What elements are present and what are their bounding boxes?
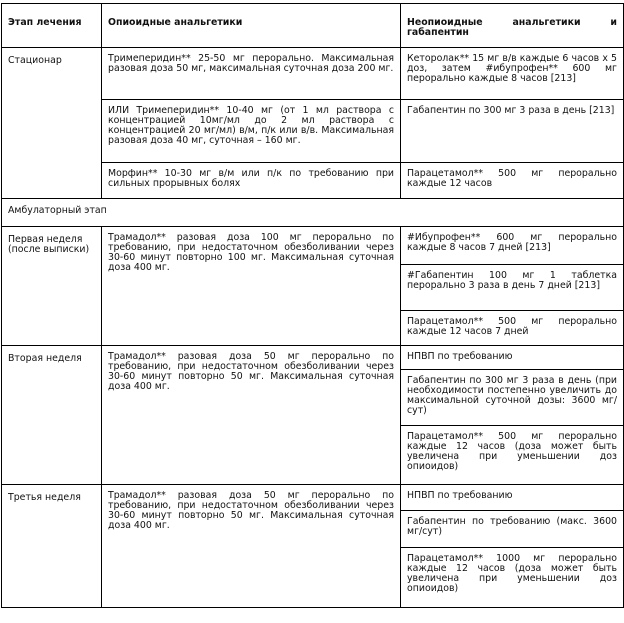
nonopioid-cell: Габапентин по 300 мг 3 раза в день [213]	[401, 99, 624, 162]
nonopioid-cell: Парацетамол** 500 мг перорально каждые 12 часов (доза может быть увеличена при уменьшении доз опиоидов)	[401, 425, 624, 484]
opioid-cell: Морфин** 10-30 мг в/м или п/к по требованию при сильных прорывных болях	[102, 162, 401, 198]
stage-cell: Вторая неделя	[2, 345, 102, 484]
analgesia-table	[1, 3, 624, 608]
table-header-row	[2, 4, 624, 48]
section-row	[2, 198, 624, 226]
nonopioid-cell: Кеторолак** 15 мг в/в каждые 6 часов х 5 доз, затем #ибупрофен** 600 мг перорально каждые 8 часов [213]	[401, 47, 624, 99]
table-row	[2, 484, 624, 510]
nonopioid-cell: Габапентин по 300 мг 3 раза в день (при необходимости постепенно увеличить до максимальной суточной дозы: 3600 мг/сут)	[401, 369, 624, 425]
table-row	[2, 345, 624, 369]
opioid-cell: ИЛИ Тримеперидин** 10-40 мг (от 1 мл раствора с концентрацией 10мг/мл до 2 мл раствора с концентрацией 20 мг/мл) в/м, п/к или в/в. Максимальная разовая доза 40 мг, суточная – 160 мг.	[102, 99, 401, 162]
nonopioid-cell: #Габапентин 100 мг 1 таблетка перорально 3 раза в день 7 дней [213]	[401, 264, 624, 310]
nonopioid-cell: Парацетамол** 500 мг перорально каждые 12 часов 7 дней	[401, 310, 624, 345]
opioid-cell: Трамадол** разовая доза 100 мг перорально по требованию, при недостаточном обезболивании через 30-60 минут повторно 100 мг. Максимальная суточная доза 400 мг.	[102, 226, 401, 345]
header-opioid: Опиоидные анальгетики	[102, 4, 401, 48]
header-stage: Этап лечения	[2, 4, 102, 48]
nonopioid-cell: Габапентин по требованию (макс. 3600 мг/сут)	[401, 510, 624, 547]
table-row	[2, 47, 624, 99]
opioid-cell: Тримеперидин** 25-50 мг перорально. Максимальная разовая доза 50 мг, максимальная суточная доза 200 мг.	[102, 47, 401, 99]
opioid-cell: Трамадол** разовая доза 50 мг перорально по требованию, при недостаточном обезболивании через 30-60 минут повторно 50 мг. Максимальная суточная доза 400 мг.	[102, 484, 401, 607]
stage-cell: Третья неделя	[2, 484, 102, 607]
stage-cell: Первая неделя (после выписки)	[2, 226, 102, 345]
ambulatory-label: Амбулаторный этап	[2, 198, 624, 226]
nonopioid-cell: НПВП по требованию	[401, 345, 624, 369]
nonopioid-cell: Парацетамол** 1000 мг перорально каждые 12 часов (доза может быть увеличена при уменьшении доз опиоидов)	[401, 547, 624, 607]
nonopioid-cell: #Ибупрофен** 600 мг перорально каждые 8 часов 7 дней [213]	[401, 226, 624, 264]
table-row	[2, 226, 624, 264]
header-nonopioid: Неопиоидные анальгетики и габапентин	[401, 4, 624, 48]
nonopioid-cell: Парацетамол** 500 мг перорально каждые 12 часов	[401, 162, 624, 198]
opioid-cell: Трамадол** разовая доза 50 мг перорально по требованию, при недостаточном обезболивании через 30-60 минут повторно 50 мг. Максимальная суточная доза 400 мг.	[102, 345, 401, 484]
nonopioid-cell: НПВП по требованию	[401, 484, 624, 510]
stage-cell: Стационар	[2, 47, 102, 198]
